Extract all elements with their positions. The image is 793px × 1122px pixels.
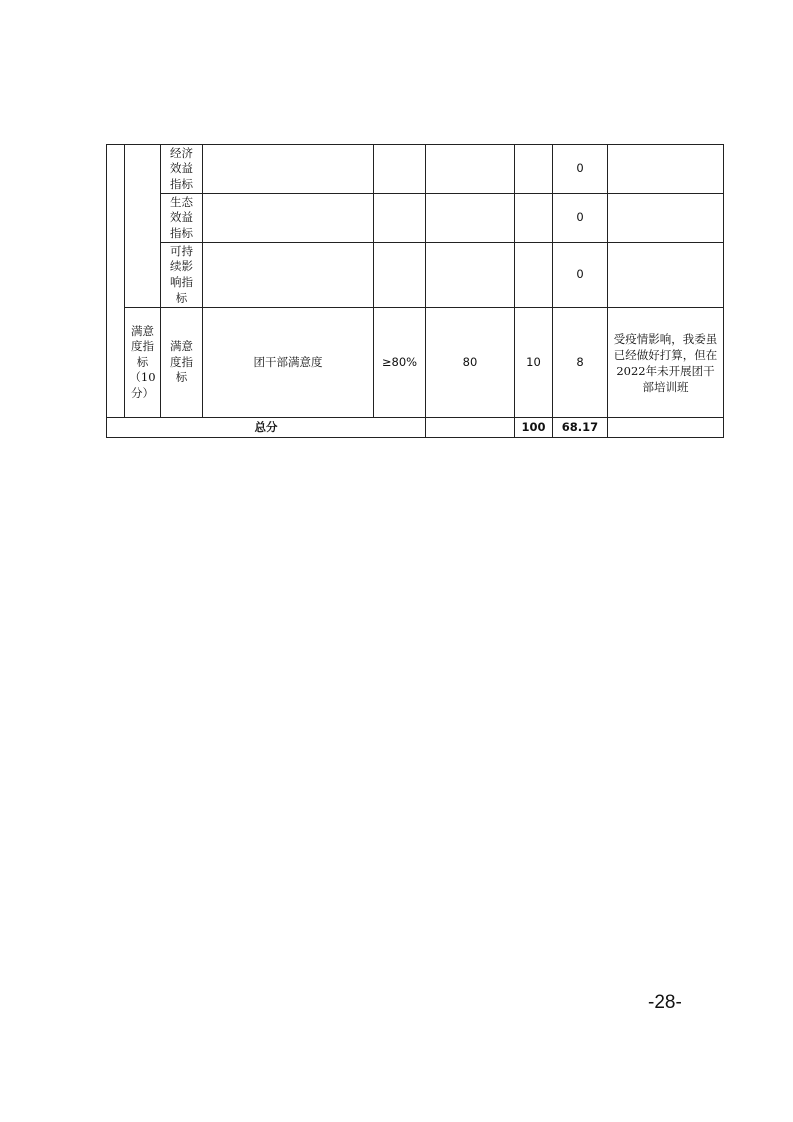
table-row [107, 243, 724, 308]
indicator-cell [203, 194, 374, 243]
performance-table [106, 144, 724, 438]
weight-cell [515, 145, 553, 194]
level2-cell: 满意度指标（10分） [125, 308, 161, 418]
level1-cell [107, 145, 125, 418]
reason-cell [608, 194, 724, 243]
weight-cell [515, 194, 553, 243]
total-score: 68.17 [553, 418, 608, 438]
level2-cell [125, 145, 161, 308]
level3-cell: 满意度指标 [161, 308, 203, 418]
weight-cell: 10 [515, 308, 553, 418]
target-cell [374, 194, 426, 243]
indicator-cell: 团干部满意度 [203, 308, 374, 418]
total-row [107, 418, 724, 438]
score-cell: 0 [553, 145, 608, 194]
target-cell [374, 243, 426, 308]
reason-cell [608, 145, 724, 194]
total-label: 总分 [107, 418, 426, 438]
indicator-cell [203, 243, 374, 308]
actual-cell [426, 243, 515, 308]
table-row [107, 145, 724, 194]
reason-cell [608, 243, 724, 308]
target-cell: ≥80% [374, 308, 426, 418]
score-cell: 8 [553, 308, 608, 418]
total-reason-cell [608, 418, 724, 438]
level3-cell: 经济效益指标 [161, 145, 203, 194]
score-cell: 0 [553, 243, 608, 308]
actual-cell [426, 145, 515, 194]
total-weight: 100 [515, 418, 553, 438]
target-cell [374, 145, 426, 194]
weight-cell [515, 243, 553, 308]
score-cell: 0 [553, 194, 608, 243]
page-number: -28- [648, 992, 682, 1013]
total-empty-cell [426, 418, 515, 438]
level3-cell: 可持续影响指标 [161, 243, 203, 308]
table-row [107, 308, 724, 418]
table-row [107, 194, 724, 243]
actual-cell: 80 [426, 308, 515, 418]
level3-cell: 生态效益指标 [161, 194, 203, 243]
actual-cell [426, 194, 515, 243]
indicator-cell [203, 145, 374, 194]
reason-cell: 受疫情影响，我委虽已经做好打算，但在2022年未开展团干部培训班 [608, 308, 724, 418]
